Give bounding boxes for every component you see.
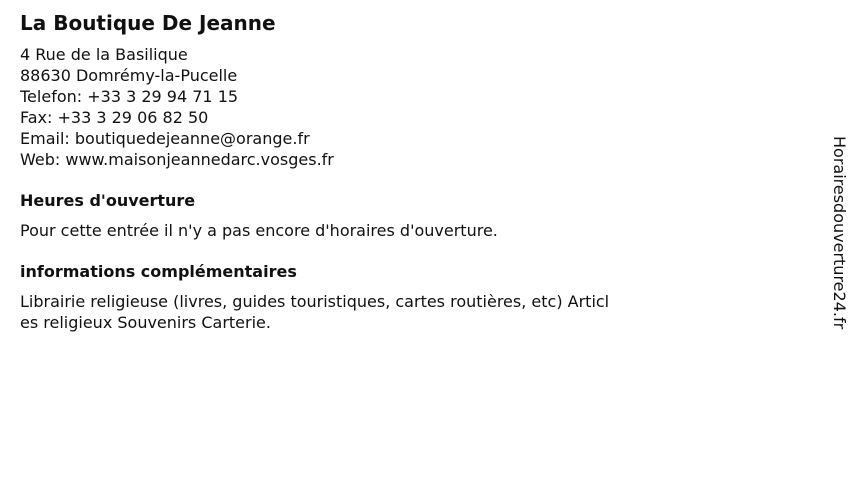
email-link[interactable]: boutiquedejeanne@orange.fr	[74, 129, 310, 148]
phone-line	[20, 86, 620, 107]
shop-details	[20, 10, 620, 333]
address-city: 88630 Domrémy-la-Pucelle	[20, 66, 238, 85]
info-heading: informations complémentaires	[20, 262, 297, 281]
web-line	[20, 149, 620, 170]
info-text: Librairie religieuse (livres, guides touristiques, cartes routières, etc) Articles religieux Souvenirs Carterie.	[20, 292, 610, 332]
hours-heading: Heures d'ouverture	[20, 191, 196, 210]
website-link[interactable]: www.maisonjeannedarc.vosges.fr	[65, 150, 334, 169]
web-label: Web:	[20, 150, 61, 169]
contact-block	[20, 44, 620, 170]
fax-line	[20, 107, 620, 128]
address-street: 4 Rue de la Basilique	[20, 45, 188, 64]
fax-number: +33 3 29 06 82 50	[57, 108, 209, 127]
email-label: Email:	[20, 129, 70, 148]
site-watermark: Horairesdouverture24.fr	[830, 136, 849, 330]
email-line	[20, 128, 620, 149]
hours-text: Pour cette entrée il n'y a pas encore d'horaires d'ouverture.	[20, 221, 498, 240]
fax-label: Fax:	[20, 108, 53, 127]
shop-name: La Boutique De Jeanne	[20, 11, 276, 35]
phone-label: Telefon:	[20, 87, 83, 106]
phone-link[interactable]: +33 3 29 94 71 15	[87, 87, 239, 106]
